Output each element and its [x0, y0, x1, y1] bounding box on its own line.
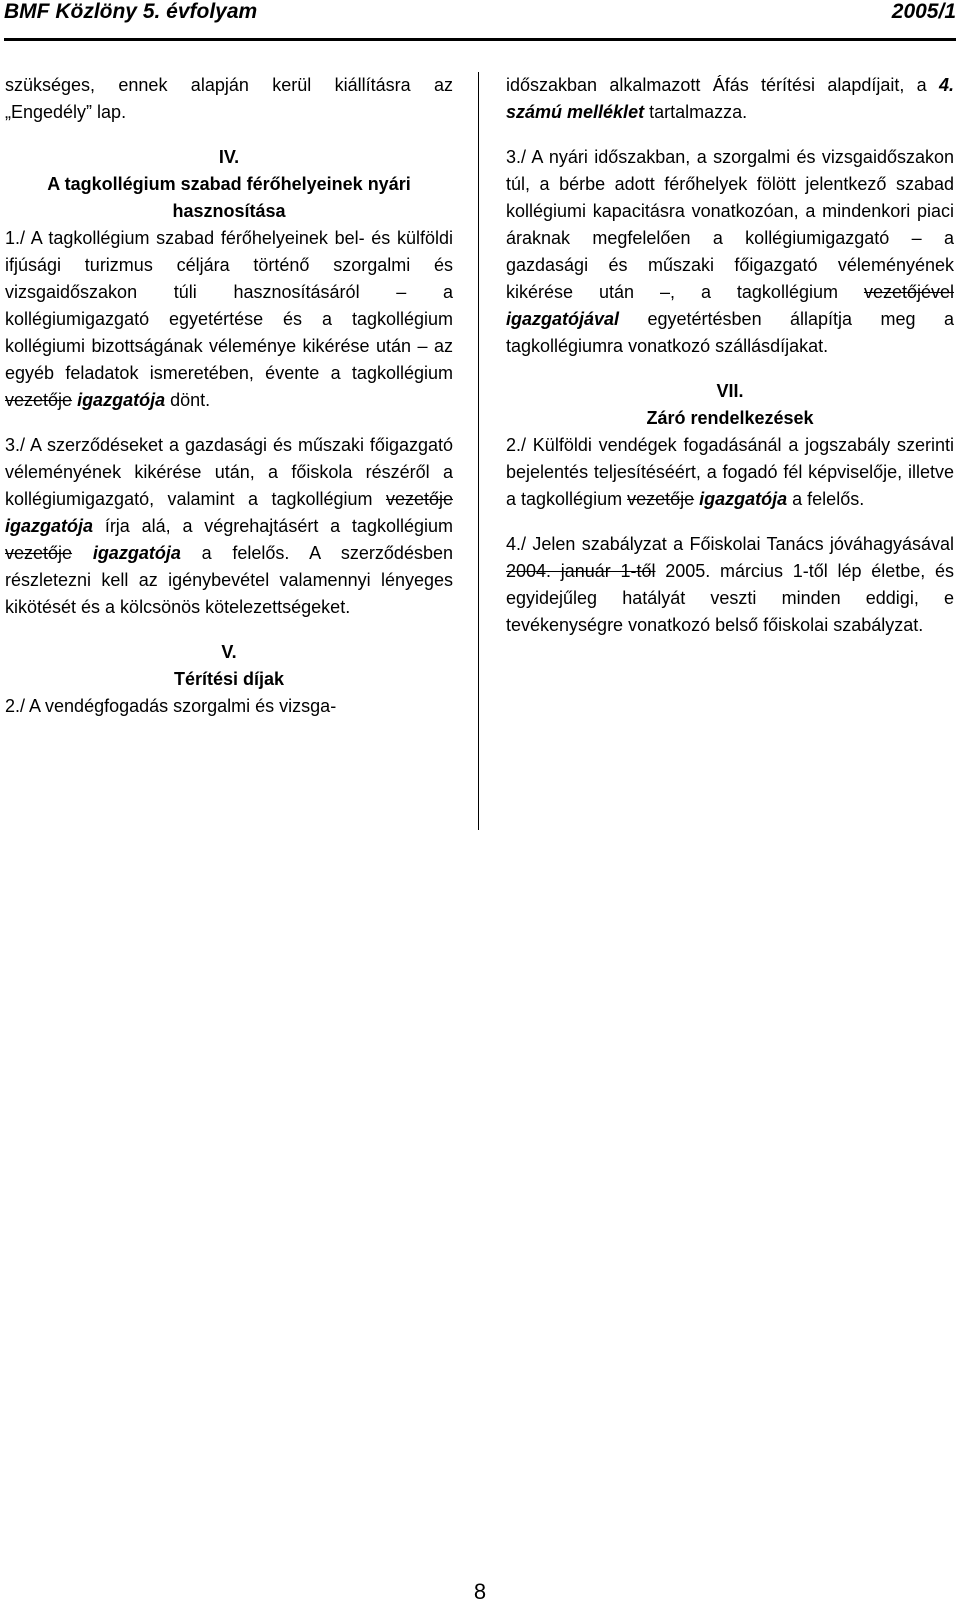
paragraph-2-start: 2./ A vendégfogadás szorgalmi és vizsga- [5, 696, 337, 716]
section-vii-title: Záró rendelkezések [646, 408, 814, 428]
deleted-text: 2004. január 1-től [506, 561, 656, 581]
header-rule [4, 38, 956, 41]
continued-paragraph: időszakban alkalmazott Áfás térítési alapdíjait, a 4. számú melléklet tartalmazza. [506, 75, 954, 122]
deleted-text: vezetője [627, 489, 695, 509]
publication-title: BMF Közlöny 5. évfolyam [4, 0, 258, 23]
section-vii-number: VII. [716, 381, 744, 401]
inserted-text: igazgatója [77, 390, 166, 410]
annex-reference: 4. számú melléklet [506, 75, 954, 122]
paragraph-1: 1./ A tagkollégium szabad férőhelyeinek bel- és külföldi ifjúsági turizmus céljára történő szorgalmi és vizsgaidőszakon túli hasznosításáról – a kollégiumigazgató egyetértése és a tagkollégium kollégiumi bizottságának véleménye kikérése után – az egyéb feladatok ismeretében, évente a tagkollégium vezetője igazgatója dönt. [5, 228, 453, 410]
page-number: 8 [473, 1579, 487, 1604]
paragraph-3-right: 3./ A nyári időszakban, a szorgalmi és vizsgaidőszakon túl, a bérbe adott férőhelyek fölött jelentkező szabad kollégiumi kapacitásra vonatkozóan, a mindenkori piaci áraknak megfelelően a kollégiumigazgató – a gazdasági és műszaki főigazgató véleményének kikérése után –, a tagkollégium vezetőjével igazgatójával egyetértésben állapítja meg a tagkollégiumra vonatkozó szállásdíjakat. [506, 147, 954, 356]
column-divider [478, 72, 479, 830]
inserted-text: igazgatója [5, 516, 94, 536]
paragraph-2-right: 2./ Külföldi vendégek fogadásánál a jogszabály szerinti bejelentés teljesítéséért, a fogadó fél képviselője, illetve a tagkollégium vezetője igazgatója a felelős. [506, 435, 954, 509]
right-column [506, 72, 954, 639]
inserted-text: igazgatójával [506, 309, 620, 329]
page-header [4, 0, 956, 40]
section-iv-title: A tagkollégium szabad férőhelyeinek nyári hasznosítása [47, 174, 411, 221]
section-v-title: Térítési díjak [173, 669, 285, 689]
section-v-number: V. [221, 642, 237, 662]
paragraph-4-right: 4./ Jelen szabályzat a Főiskolai Tanács jóváhagyásával 2004. január 1-től 2005. március 1-től lép életbe, és egyidejűleg hatályát veszti minden eddigi, e tevékenységre vonatkozó belső főiskolai szabályzat. [506, 534, 954, 635]
deleted-text: vezetője [385, 489, 453, 509]
left-column [5, 72, 453, 720]
inserted-text: igazgatója [92, 543, 181, 563]
section-iv-number: IV. [218, 147, 240, 167]
paragraph-3: 3./ A szerződéseket a gazdasági és műszaki főigazgató véleményének kikérése után, a főiskola részéről a kollégiumigazgató, valamint a tagkollégium vezetője igazgatója írja alá, a végrehajtásért a tagkollégium vezetője igazgatója a felelős. A szerződésben részletezni kell az igénybevétel valamennyi lényeges kikötését és a kölcsönös kötelezettségeket. [5, 435, 453, 617]
deleted-text: vezetője [5, 390, 73, 410]
inserted-text: igazgatója [699, 489, 788, 509]
intro-paragraph: szükséges, ennek alapján kerül kiállításra az „Engedély” lap. [5, 75, 453, 122]
deleted-text: vezetője [5, 543, 73, 563]
deleted-text: vezetőjével [863, 282, 954, 302]
issue-number: 2005/1 [891, 0, 956, 23]
